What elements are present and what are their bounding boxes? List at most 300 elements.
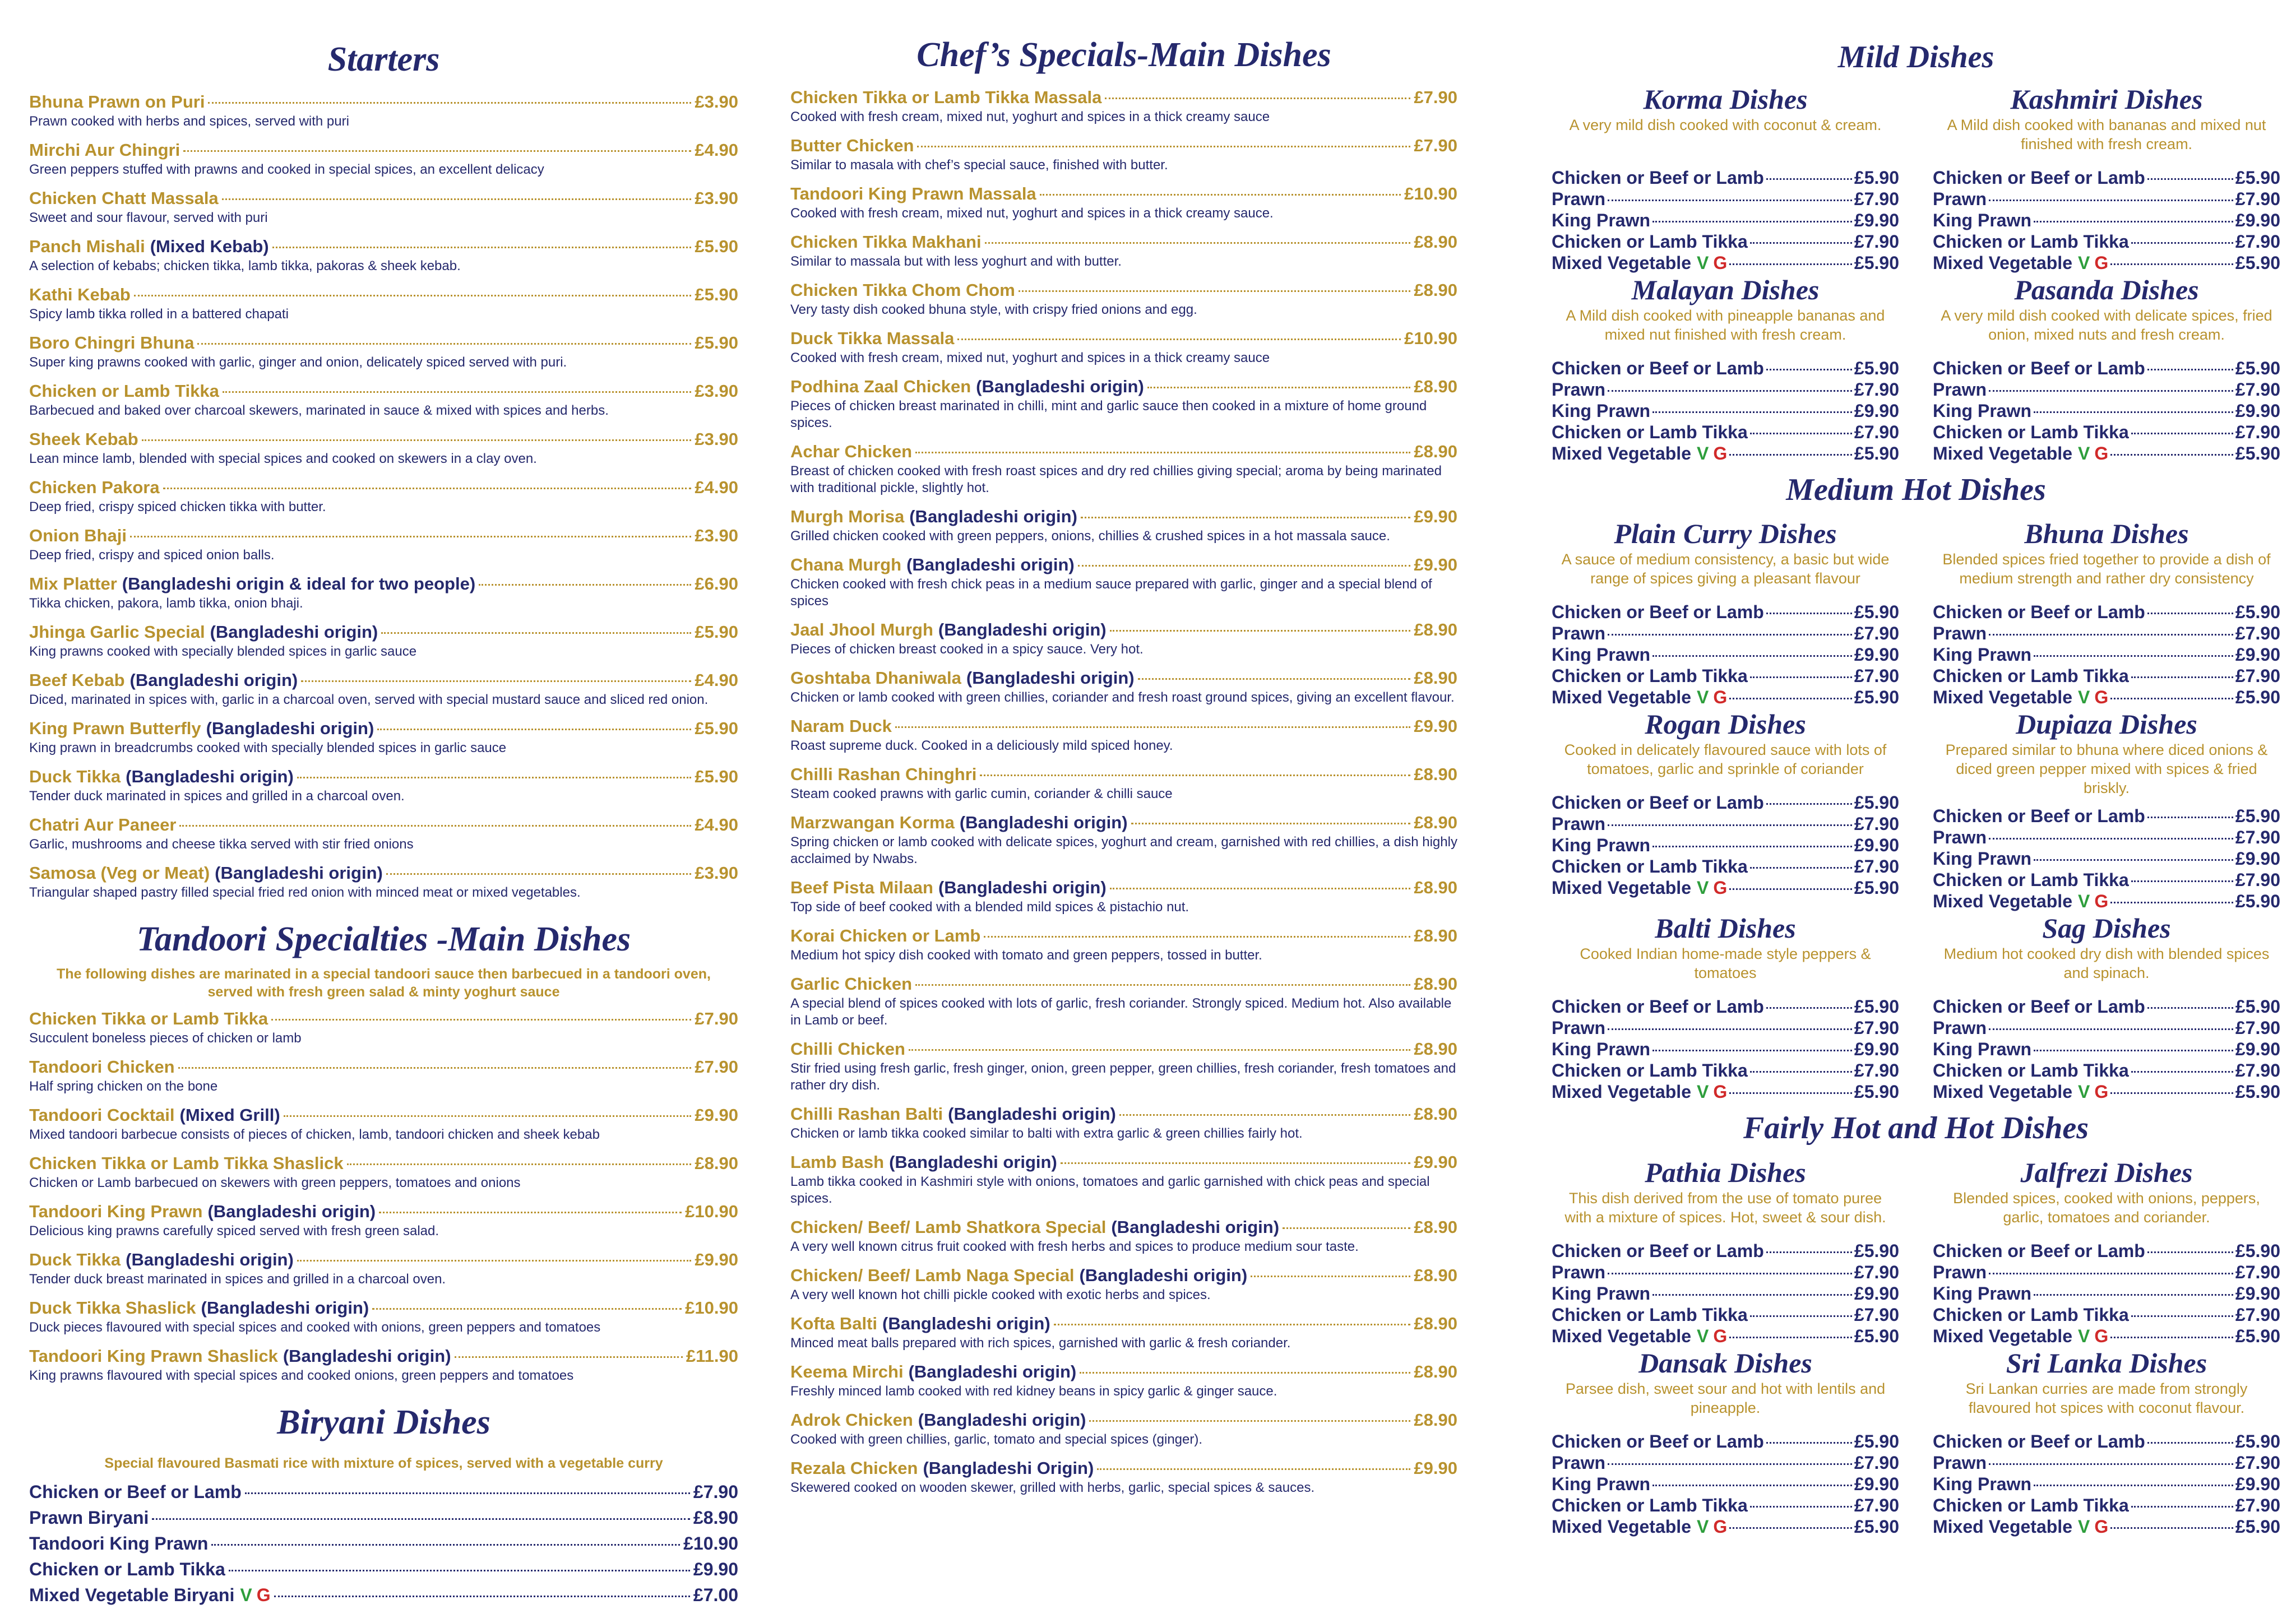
price-row — [1933, 644, 2280, 665]
item-description: A selection of kebabs; chicken tikka, lamb tikka, pakoras & sheek kebab. — [29, 258, 461, 274]
item-price: £9.90 — [1414, 555, 1457, 575]
vegetarian-marker: V — [2077, 443, 2090, 463]
item-line — [29, 1056, 738, 1078]
item-line — [790, 1216, 1457, 1239]
gluten-free-marker: G — [1713, 443, 1728, 463]
dot-leader — [917, 146, 1410, 147]
item-price: £8.90 — [1414, 1265, 1457, 1286]
item-description: Pieces of chicken breast cooked in a spicy sauce. Very hot. — [790, 642, 1144, 657]
item-name: Duck Tikka — [29, 1250, 121, 1270]
item-price: £3.90 — [695, 863, 738, 883]
item-name: King Prawn Butterfly — [29, 718, 201, 739]
item-price: £5.90 — [1854, 1431, 1899, 1452]
biryani-row — [29, 1479, 738, 1505]
item-name: Chicken/ Beef/ Lamb Naga Special — [790, 1265, 1075, 1286]
curry-dish-block — [1933, 83, 2280, 273]
menu-item — [790, 506, 1457, 545]
price-row — [1552, 813, 1899, 834]
item-description: Prawn cooked with herbs and spices, served with puri — [29, 114, 349, 129]
dot-leader — [178, 1067, 692, 1069]
price-row — [1552, 856, 1899, 877]
item-price: £11.90 — [686, 1346, 738, 1366]
price-row — [1552, 210, 1899, 231]
dot-leader — [1989, 1273, 2233, 1274]
item-description: Grilled chicken cooked with green peppers, onions, chillies & crushed spices in a hot massala sauce. — [790, 528, 1390, 544]
item-name: Chicken or Beef or Lamb — [1933, 602, 2145, 623]
item-name: Jhinga Garlic Special — [29, 622, 205, 642]
item-line — [790, 1313, 1457, 1335]
dot-leader — [1054, 1324, 1411, 1325]
dot-leader — [1040, 194, 1401, 196]
price-row — [1552, 601, 1899, 623]
item-price: £9.90 — [1414, 507, 1457, 527]
dot-leader — [2147, 369, 2233, 370]
menu-item — [29, 862, 738, 901]
item-line — [29, 1008, 738, 1030]
price-row — [1552, 792, 1899, 813]
item-price: £5.90 — [2235, 1082, 2280, 1102]
price-row — [1933, 1060, 2280, 1081]
price-row — [1552, 1495, 1899, 1516]
item-name: Chicken or Beef or Lamb — [1933, 167, 2145, 188]
dot-leader — [1766, 178, 1852, 180]
item-name: Murgh Morisa — [790, 507, 905, 527]
item-price: £8.90 — [1414, 974, 1457, 994]
item-price: £8.90 — [1414, 1039, 1457, 1059]
item-price: £8.90 — [1414, 1314, 1457, 1334]
menu-item — [790, 763, 1457, 803]
item-line — [29, 525, 738, 547]
item-price: £4.90 — [695, 670, 738, 690]
item-line — [790, 619, 1457, 641]
dot-leader — [2110, 263, 2233, 265]
item-price: £3.90 — [695, 526, 738, 546]
item-price: £3.90 — [695, 188, 738, 208]
item-name: Chicken or Lamb Tikka — [29, 381, 219, 401]
vegetarian-marker: V — [2077, 891, 2090, 912]
item-line — [790, 86, 1457, 109]
item-price: £10.90 — [1404, 184, 1457, 204]
dot-leader — [274, 1596, 690, 1597]
item-price: £9.90 — [1854, 400, 1899, 421]
menu-item — [29, 1056, 738, 1095]
item-description: Top side of beef cooked with a blended mild spices & pistachio nut. — [790, 899, 1189, 915]
item-price: £9.90 — [2235, 210, 2280, 230]
item-name: Mixed Vegetable — [1933, 687, 2072, 708]
item-description: Steam cooked prawns with garlic cumin, coriander & chilli sauce — [790, 786, 1173, 802]
item-name: Mixed Vegetable — [1552, 1082, 1691, 1102]
item-description: Tikka chicken, pakora, lamb tikka, onion bhaji. — [29, 596, 303, 611]
item-price: £9.90 — [1854, 1473, 1899, 1494]
price-row — [1933, 358, 2280, 379]
item-name: Mixed Vegetable — [1552, 687, 1691, 708]
dot-leader — [1097, 1468, 1410, 1470]
item-name: Chatri Aur Paneer — [29, 815, 177, 835]
item-name: Chicken or Lamb Tikka — [1552, 231, 1748, 252]
item-price: £5.90 — [2235, 687, 2280, 708]
vegetarian-marker: V — [1696, 1082, 1709, 1102]
item-price: £7.90 — [1854, 1018, 1899, 1038]
gluten-free-marker: G — [1713, 1325, 1728, 1346]
item-line — [29, 1104, 738, 1126]
price-row — [1552, 188, 1899, 210]
price-row — [1933, 210, 2280, 231]
item-price: £10.90 — [683, 1533, 738, 1554]
item-origin: (Bangladeshi origin) — [206, 718, 374, 739]
item-price: £8.90 — [693, 1507, 738, 1528]
gluten-free-marker: G — [1713, 1082, 1728, 1102]
item-line — [790, 327, 1457, 350]
item-origin: (Bangladeshi origin) — [126, 767, 294, 787]
item-name: Mixed Vegetable — [1933, 1516, 2072, 1537]
item-price: £9.90 — [693, 1559, 738, 1579]
gluten-free-marker: G — [1713, 878, 1728, 898]
item-price: £8.90 — [695, 1153, 738, 1174]
item-price: £5.90 — [2235, 806, 2280, 827]
item-price: £5.90 — [1854, 687, 1899, 708]
price-row — [1552, 644, 1899, 665]
mild-dishes-title: Mild Dishes — [1837, 40, 1994, 75]
hot-dishes-title: Fairly Hot and Hot Dishes — [1743, 1111, 2089, 1146]
item-name: Mixed Vegetable — [1933, 252, 2072, 273]
dish-row — [1552, 83, 2280, 273]
menu-item — [29, 669, 738, 708]
dot-leader — [2034, 411, 2233, 413]
item-name: Mixed Vegetable — [1552, 878, 1691, 898]
curry-dish-block — [1933, 1156, 2280, 1347]
item-name: King Prawn — [1933, 1283, 2032, 1304]
curry-dish-block — [1552, 912, 1899, 1102]
item-origin: (Bangladeshi origin) — [938, 878, 1107, 898]
item-name: King Prawn — [1552, 835, 1651, 856]
dot-leader — [2110, 1337, 2233, 1338]
item-name: Goshtaba Dhaniwala — [790, 668, 961, 688]
curry-dish-block — [1933, 1347, 2280, 1537]
gluten-free-marker: G — [2094, 1516, 2109, 1537]
price-row — [1552, 167, 1899, 188]
starters-list — [29, 91, 738, 901]
item-price: £5.90 — [695, 333, 738, 353]
menu-item — [29, 1200, 738, 1240]
item-name: Lamb Bash — [790, 1152, 885, 1172]
dish-title: Rogan Dishes — [1645, 708, 1806, 740]
menu-item — [29, 91, 738, 130]
dish-description: Medium hot cooked dry dish with blended spices and spinach. — [1943, 945, 2270, 982]
item-price: £7.90 — [1854, 623, 1899, 644]
item-origin: (Bangladeshi origin) — [1079, 1265, 1248, 1286]
item-description: A very well known citrus fruit cooked with fresh herbs and spices to produce medium sour taste. — [790, 1239, 1359, 1255]
price-row — [1933, 891, 2280, 912]
dish-description: A Mild dish cooked with bananas and mixed nut finished with fresh cream. — [1947, 116, 2266, 152]
price-row — [1552, 687, 1899, 708]
price-row — [1933, 400, 2280, 421]
item-name: King Prawn — [1933, 644, 2032, 665]
price-row — [1552, 996, 1899, 1017]
item-price: £9.90 — [1414, 1458, 1457, 1478]
dot-leader — [1608, 1463, 1852, 1465]
item-line — [29, 428, 738, 451]
price-row — [1933, 1081, 2280, 1102]
dot-leader — [2034, 1294, 2233, 1296]
dot-leader — [2110, 1092, 2233, 1094]
item-name: Chicken or Lamb Tikka — [1933, 231, 2129, 252]
price-row — [1933, 1017, 2280, 1038]
item-name: Chicken or Beef or Lamb — [1933, 1240, 2145, 1261]
dish-description: A sauce of medium consistency, a basic but wide range of spices giving a pleasant flavour — [1561, 551, 1890, 587]
item-line — [790, 183, 1457, 205]
curry-dish-block — [1552, 708, 1899, 912]
item-name: Prawn — [1933, 623, 1987, 644]
gluten-free-marker: G — [2094, 252, 2109, 273]
item-description: King prawns flavoured with special spices and cooked onions, green peppers and tomatoes — [29, 1368, 574, 1384]
item-description: Delicious king prawns carefully spiced served with fresh green salad. — [29, 1223, 439, 1239]
dot-leader — [2131, 1071, 2233, 1073]
dot-leader — [377, 729, 691, 730]
price-row — [1552, 834, 1899, 856]
item-price: £8.90 — [1414, 1104, 1457, 1124]
item-name: King Prawn — [1552, 1473, 1651, 1494]
menu-item — [29, 332, 738, 371]
item-price: £7.90 — [1854, 856, 1899, 877]
dish-row — [1552, 1347, 2280, 1537]
item-price: £3.90 — [695, 429, 738, 449]
item-name: Beef Kebab — [29, 670, 125, 690]
dot-leader — [1078, 565, 1411, 567]
menu-item — [790, 183, 1457, 222]
dot-leader — [1729, 1527, 1852, 1529]
item-description: Chicken cooked with fresh chick peas in a medium sauce prepared with garlic, ginger and a special blend of spices — [790, 577, 1432, 609]
price-row — [1933, 848, 2280, 869]
price-row — [1552, 1017, 1899, 1038]
vegetarian-marker: V — [1696, 443, 1709, 463]
dot-leader — [301, 680, 691, 682]
price-row — [1552, 1038, 1899, 1060]
item-name: Achar Chicken — [790, 442, 913, 462]
item-price: £9.90 — [2235, 1473, 2280, 1494]
dot-leader — [980, 775, 1410, 776]
item-line — [29, 814, 738, 836]
item-name: King Prawn — [1552, 1039, 1651, 1060]
item-price: £5.90 — [1854, 1082, 1899, 1102]
item-description: Barbecued and baked over charcoal skewers, marinated in sauce & mixed with spices and herbs. — [29, 403, 609, 419]
dot-leader — [372, 1308, 682, 1310]
item-price: £8.90 — [1414, 668, 1457, 688]
item-line — [790, 554, 1457, 576]
price-row — [1552, 665, 1899, 687]
item-line — [790, 1361, 1457, 1383]
price-row — [1552, 252, 1899, 273]
curry-dish-block — [1552, 1156, 1899, 1347]
curry-dish-block — [1552, 1347, 1899, 1537]
item-price: £8.90 — [1414, 620, 1457, 640]
dish-title: Pasanda Dishes — [2014, 273, 2199, 305]
vegetarian-marker: V — [2077, 1082, 2090, 1102]
item-name: Mixed Vegetable Biryani — [29, 1584, 235, 1605]
dot-leader — [1608, 634, 1852, 636]
dot-leader — [1766, 1442, 1852, 1444]
item-line — [790, 1103, 1457, 1125]
dot-leader — [197, 343, 691, 345]
dot-leader — [1147, 387, 1411, 388]
item-description: Similar to masala with chef’s special sauce, finished with butter. — [790, 157, 1168, 173]
dot-leader — [223, 391, 692, 393]
item-name: Tandoori King Prawn — [29, 1202, 203, 1222]
item-price: £7.90 — [695, 1009, 738, 1029]
curry-dish-block — [1933, 912, 2280, 1102]
dot-leader — [1766, 803, 1852, 805]
item-origin: (Bangladeshi origin & ideal for two people) — [122, 574, 476, 594]
dot-leader — [1089, 1420, 1410, 1422]
item-name: Chana Murgh — [790, 555, 902, 575]
item-description: King prawns cooked with specially blended spices in garlic sauce — [29, 644, 417, 660]
curry-dish-block — [1552, 517, 1899, 708]
dot-leader — [2131, 676, 2233, 678]
item-name: Samosa (Veg or Meat) — [29, 863, 210, 883]
starters-title: Starters — [327, 40, 440, 78]
item-price: £8.90 — [1414, 1410, 1457, 1430]
item-description: Deep fried, crispy spiced chicken tikka with butter. — [29, 499, 326, 515]
dish-title: Bhuna Dishes — [2024, 518, 2189, 550]
item-name: Tandoori Chicken — [29, 1057, 175, 1077]
price-row — [1552, 443, 1899, 464]
item-name: Duck Tikka — [29, 767, 121, 787]
item-name: Tandoori King Prawn Shaslick — [29, 1346, 278, 1366]
item-name: Mixed Vegetable — [1552, 1516, 1691, 1537]
right-column — [1552, 0, 2280, 1537]
item-name: Prawn — [1552, 1452, 1606, 1473]
gluten-free-marker: G — [256, 1584, 271, 1605]
dot-leader — [1729, 1337, 1852, 1338]
item-name: Prawn — [1552, 379, 1606, 400]
item-name: Prawn — [1552, 623, 1606, 644]
dot-leader — [1750, 867, 1852, 869]
item-price: £7.90 — [2235, 666, 2280, 687]
item-name: Mirchi Aur Chingri — [29, 140, 180, 160]
menu-item — [29, 428, 738, 467]
menu-item — [790, 440, 1457, 497]
item-name: Chilli Rashan Chinghri — [790, 764, 977, 785]
item-name: Chicken or Lamb Tikka — [1552, 421, 1748, 442]
dot-leader — [2034, 655, 2233, 657]
item-description: Roast supreme duck. Cooked in a deliciously mild spiced honey. — [790, 738, 1173, 754]
item-name: Chicken or Lamb Tikka — [1933, 421, 2129, 442]
dish-title: Dansak Dishes — [1638, 1347, 1812, 1379]
dot-leader — [1608, 824, 1852, 826]
item-description: Freshly minced lamb cooked with red kidney beans in spicy garlic & ginger sauce. — [790, 1384, 1277, 1399]
item-name: Mixed Vegetable — [1933, 1082, 2072, 1102]
dot-leader — [1989, 838, 2233, 840]
dot-leader — [2147, 817, 2233, 818]
item-price: £5.90 — [695, 622, 738, 642]
item-name: Chicken or Beef or Lamb — [1552, 602, 1764, 623]
dot-leader — [386, 873, 692, 875]
item-description: Medium hot spicy dish cooked with tomato and green peppers, tossed in butter. — [790, 948, 1262, 963]
item-name: Chicken or Lamb Tikka — [1933, 1060, 2129, 1081]
item-name: Boro Chingri Bhuna — [29, 333, 195, 353]
item-price: £7.90 — [1854, 188, 1899, 209]
price-row — [1552, 1431, 1899, 1452]
item-name: Prawn — [1552, 1018, 1606, 1038]
item-line — [790, 440, 1457, 463]
item-name: Prawn — [1933, 188, 1987, 209]
dot-leader — [1766, 369, 1852, 370]
price-row — [1552, 231, 1899, 252]
dot-leader — [142, 439, 692, 441]
vegetarian-marker: V — [1696, 687, 1709, 708]
price-row — [1933, 805, 2280, 827]
item-price: £7.90 — [693, 1481, 738, 1502]
item-description: Breast of chicken cooked with fresh roast spices and dry red chillies giving special; aroma by being marinated with traditional pickle, slightly hot. — [790, 463, 1442, 496]
dot-leader — [297, 1260, 692, 1262]
biryani-row — [29, 1556, 738, 1582]
item-description: Deep fried, crispy and spiced onion balls. — [29, 548, 275, 563]
menu-item — [29, 766, 738, 805]
item-price: £7.90 — [2235, 1018, 2280, 1038]
item-name: Prawn — [1552, 1262, 1606, 1282]
menu-item — [790, 715, 1457, 754]
dot-leader — [1608, 1273, 1852, 1274]
item-description: Duck pieces flavoured with special spices and cooked with onions, green peppers and tomatoes — [29, 1320, 601, 1336]
item-price: £5.90 — [2235, 1516, 2280, 1537]
item-description: Spring chicken or lamb cooked with delicate spices, yoghurt and cream, garnished with red chillies, a dish highly acclaimed by Nwabs. — [790, 834, 1457, 867]
dot-leader — [2110, 902, 2233, 903]
menu-item — [790, 1038, 1457, 1094]
dot-leader — [2147, 1442, 2233, 1444]
price-row — [1552, 1283, 1899, 1304]
item-price: £10.90 — [1404, 328, 1457, 349]
menu-item — [29, 476, 738, 516]
item-price: £7.90 — [1854, 379, 1899, 400]
medium-hot-dishes-title: Medium Hot Dishes — [1786, 472, 2046, 507]
item-origin: (Bangladeshi origin) — [938, 620, 1107, 640]
tandoori-list — [29, 1008, 738, 1384]
dish-row — [1552, 273, 2280, 464]
dot-leader — [1766, 613, 1852, 614]
item-price: £7.90 — [1854, 1452, 1899, 1473]
item-description: Lean mince lamb, blended with special spices and cooked on skewers in a clay oven. — [29, 451, 537, 467]
item-origin: (Bangladeshi origin) — [948, 1104, 1116, 1124]
item-price: £5.90 — [2235, 1431, 2280, 1452]
item-name: King Prawn — [1552, 644, 1651, 665]
dish-description: Blended spices, cooked with onions, peppers, garlic, tomatoes and coriander. — [1953, 1189, 2260, 1226]
price-row — [1933, 665, 2280, 687]
curry-dish-block — [1933, 517, 2280, 708]
left-column — [29, 0, 738, 1608]
item-price: £10.90 — [685, 1298, 738, 1318]
dot-leader — [1608, 390, 1852, 392]
item-price: £7.90 — [2235, 870, 2280, 891]
menu-item — [790, 619, 1457, 658]
item-name: Chicken or Beef or Lamb — [1933, 806, 2145, 827]
item-name: Chicken or Beef or Lamb — [1933, 1431, 2145, 1452]
item-name: Chicken Tikka or Lamb Tikka Massala — [790, 87, 1102, 108]
item-name: Chicken or Beef or Lamb — [1552, 167, 1764, 188]
price-row — [1933, 1473, 2280, 1495]
item-origin: (Bangladeshi origin) — [966, 668, 1135, 688]
menu-item — [790, 375, 1457, 432]
vegetarian-marker: V — [2077, 687, 2090, 708]
price-row — [1552, 400, 1899, 421]
vegetarian-marker: V — [2077, 1325, 2090, 1346]
item-description: Minced meat balls prepared with rich spices, garnished with garlic & fresh coriander. — [790, 1336, 1291, 1351]
biryani-veg-row — [29, 1582, 738, 1608]
dot-leader — [347, 1163, 692, 1165]
item-line — [29, 139, 738, 161]
item-name: Chicken or Lamb Tikka — [29, 1559, 225, 1579]
dot-leader — [1061, 1162, 1411, 1164]
vegetarian-marker: V — [1696, 1325, 1709, 1346]
item-name: Chicken Chatt Massala — [29, 188, 219, 208]
